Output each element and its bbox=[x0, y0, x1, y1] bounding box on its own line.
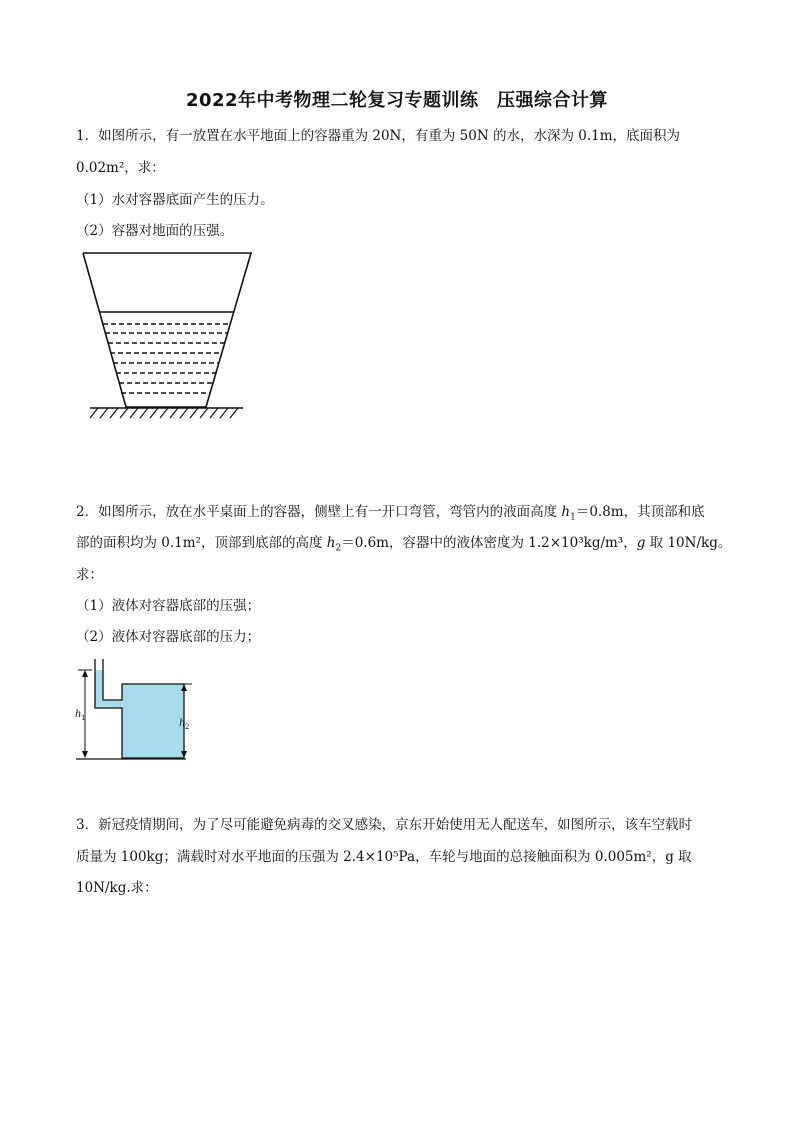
h2-subscript: 2 bbox=[335, 543, 342, 554]
q2-line-2-a: 部的面积均为 0.1m²，顶部到底部的高度 bbox=[76, 535, 327, 551]
ground-hatch bbox=[90, 408, 238, 418]
h2-label: h bbox=[179, 718, 186, 729]
page-title: 2022年中考物理二轮复习专题训练 压强综合计算 bbox=[185, 90, 609, 111]
h2-variable: h bbox=[326, 535, 336, 551]
q3-line-2: 质量为 100kg；满载时对水平地面的压强为 2.4×10⁵Pa，车轮与地面的总接触面积为 0.005m²，g 取 bbox=[76, 849, 692, 865]
q2-line-2 bbox=[76, 531, 731, 554]
h1-variable: h bbox=[561, 504, 571, 520]
g-variable: g bbox=[636, 535, 646, 551]
q2-subquestion-1: （1）液体对容器底部的压强； bbox=[76, 598, 261, 614]
q1-container-figure bbox=[80, 250, 260, 425]
q2-line-2-b: ＝0.6m，容器中的液体密度为 1.2×10³kg/m³， bbox=[341, 535, 637, 551]
h1-arrow-top bbox=[82, 670, 88, 677]
q1-line-1: 1．如图所示，有一放置在水平地面上的容器重为 20N，有重为 50N 的水，水深为 0.1m，底面积为 bbox=[76, 128, 681, 144]
q2-line-1-a: 2．如图所示，放在水平桌面上的容器，侧壁上有一开口弯管，弯管内的液面高度 bbox=[76, 504, 562, 520]
q2-line-1-b: ＝0.8m，其顶部和底 bbox=[575, 504, 705, 520]
q3-line-3: 10N/kg.求： bbox=[76, 880, 158, 896]
container-outline bbox=[83, 253, 251, 407]
q1-line-2: 0.02m²，求： bbox=[76, 160, 165, 176]
water-dashes bbox=[103, 324, 231, 393]
q2-subquestion-2: （2）液体对容器底部的压力； bbox=[76, 629, 261, 645]
h1-label-sub: 1 bbox=[81, 714, 86, 722]
h1-arrow-bottom bbox=[82, 751, 88, 758]
q2-line-2-c: 取 10N/kg。 bbox=[645, 535, 732, 551]
liquid-fill bbox=[95, 670, 184, 758]
h2-label-sub: 2 bbox=[185, 723, 190, 731]
q2-line-1 bbox=[76, 500, 705, 523]
h1-subscript: 1 bbox=[570, 512, 576, 523]
q1-subquestion-2: （2）容器对地面的压强。 bbox=[76, 223, 234, 239]
q3-line-1: 3．新冠疫情期间，为了尽可能避免病毒的交叉感染，京东开始使用无人配送车，如图所示，该车空载时 bbox=[76, 817, 693, 833]
q1-subquestion-1: （1）水对容器底面产生的压力。 bbox=[76, 192, 274, 208]
h1-label: h bbox=[75, 709, 82, 720]
q2-container-figure bbox=[72, 656, 197, 764]
q2-line-3: 求： bbox=[76, 567, 103, 583]
